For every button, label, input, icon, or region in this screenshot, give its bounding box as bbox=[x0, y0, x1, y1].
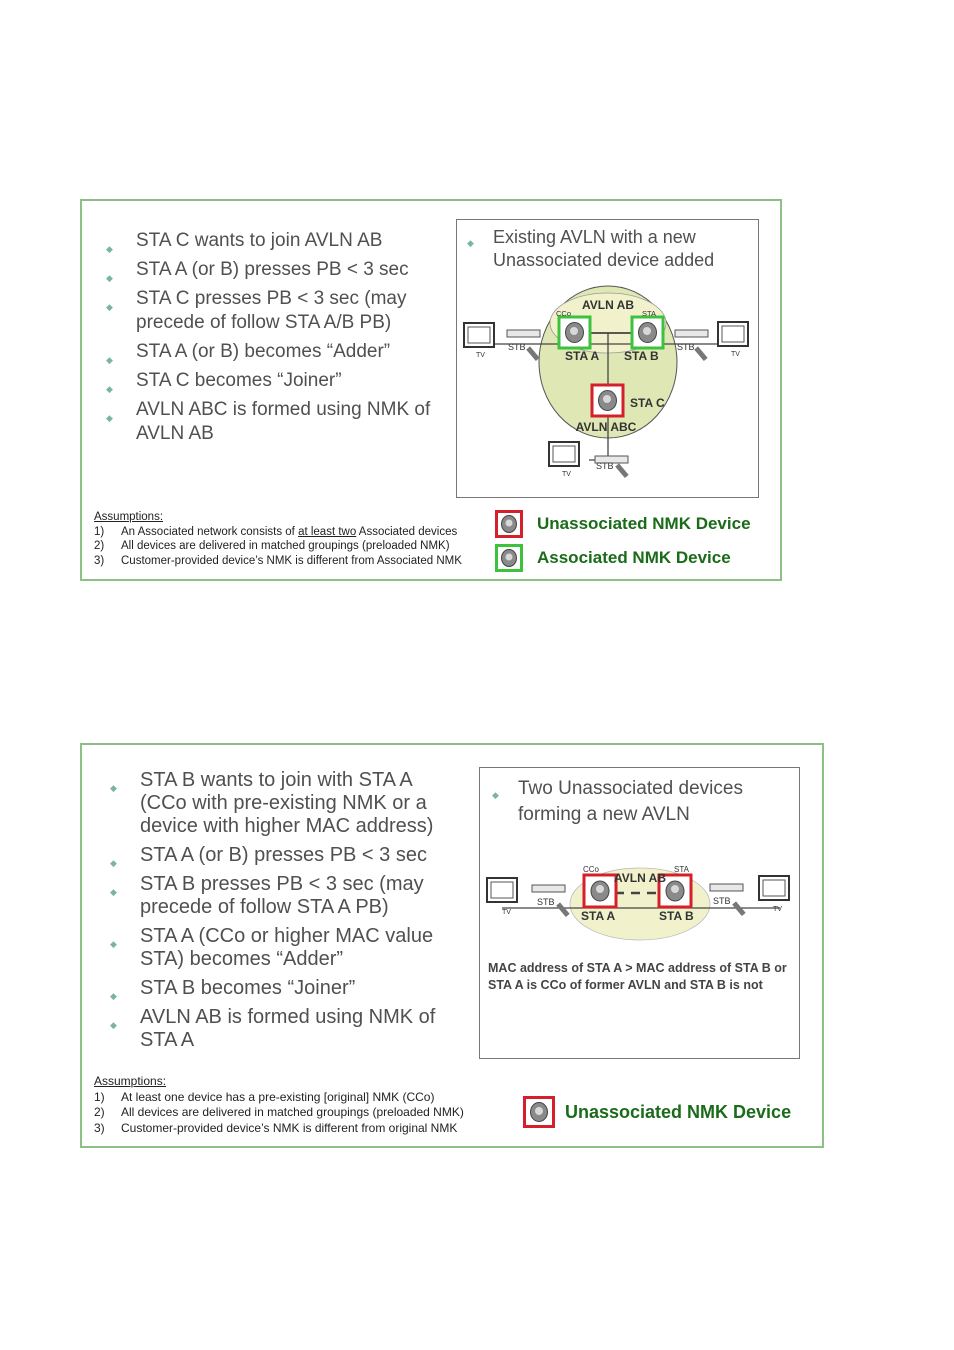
assumption-item: 3) Customer-provided device’s NMK is different from Associated NMK bbox=[94, 554, 462, 567]
assumption-item: 2) All devices are delivered in matched groupings (preloaded NMK) bbox=[94, 540, 450, 552]
avln-ab-label: AVLN AB bbox=[582, 298, 634, 312]
assumptions-heading: Assumptions: bbox=[94, 1074, 167, 1088]
network-diagram bbox=[480, 768, 799, 1058]
assumption-item: 3) Customer-provided device’s NMK is different from original NMK bbox=[94, 1120, 458, 1135]
bullet: ◆ STA B presses PB < 3 sec (may precede of follow STA A PB) bbox=[110, 873, 460, 919]
bullet: ◆ STA B wants to join with STA A (CCo with pre-existing NMK or a device with higher MAC address) bbox=[110, 769, 460, 838]
bullet: ◆ STA C becomes “Joiner” bbox=[106, 369, 446, 393]
remote-icon bbox=[615, 463, 628, 478]
stb-label: STB bbox=[596, 461, 614, 471]
remote-icon bbox=[556, 902, 569, 917]
associated-device-icon bbox=[495, 544, 523, 572]
bullet: ◆ STA B becomes “Joiner” bbox=[110, 977, 460, 1000]
slide2-bullet-list bbox=[110, 769, 460, 1058]
sta-b-device-icon bbox=[639, 323, 657, 343]
bullet: ◆ STA C presses PB < 3 sec (may precede of follow STA A/B PB) bbox=[106, 287, 446, 335]
stb-label: STB bbox=[713, 896, 731, 906]
bullet: ◆ STA C wants to join AVLN AB bbox=[106, 229, 446, 253]
slide1-bullet-list bbox=[106, 229, 446, 451]
avln-abc-label: AVLN ABC bbox=[575, 420, 637, 434]
mac-address-note: MAC address of STA A > MAC address of STA B or STA A is CCo of former AVLN and STA B is not bbox=[488, 961, 787, 992]
remote-icon bbox=[694, 346, 707, 361]
tv-icon bbox=[549, 442, 579, 466]
stb-icon bbox=[710, 884, 743, 891]
tv-icon bbox=[464, 323, 494, 347]
stb-label: STB bbox=[677, 342, 695, 352]
sta-label: STA bbox=[642, 309, 657, 318]
assumption-item: 2) All devices are delivered in matched groupings (preloaded NMK) bbox=[94, 1105, 464, 1119]
assumption-item: 1) An Associated network consists of at least two Associated devices bbox=[94, 525, 458, 538]
legend-unassociated bbox=[523, 1096, 791, 1128]
cco-label: CCo bbox=[583, 865, 600, 874]
slide-existing-avln bbox=[80, 199, 782, 581]
diagram-panel bbox=[456, 219, 759, 498]
bullet: ◆ STA A (or B) presses PB < 3 sec bbox=[110, 844, 460, 867]
legend-label: Unassociated NMK Device bbox=[537, 514, 751, 533]
sta-a-label: STA A bbox=[565, 349, 600, 363]
stb-label: STB bbox=[537, 897, 555, 907]
bullet: ◆ STA A (or B) presses PB < 3 sec bbox=[106, 258, 446, 282]
tv-icon bbox=[718, 322, 748, 346]
stb-icon bbox=[675, 330, 708, 337]
remote-icon bbox=[526, 346, 539, 361]
legend-unassociated bbox=[495, 510, 751, 538]
network-diagram bbox=[457, 220, 758, 497]
assumptions bbox=[94, 510, 494, 568]
sta-c-device-icon bbox=[599, 391, 617, 411]
assumptions bbox=[94, 1074, 514, 1136]
avln-ab-label: AVLN AB bbox=[614, 871, 666, 885]
stb-label: STB bbox=[508, 342, 526, 352]
sta-a-device-icon bbox=[566, 323, 584, 343]
bullet: ◆ STA A (or B) becomes “Adder” bbox=[106, 340, 446, 364]
assumptions-heading: Assumptions: bbox=[94, 511, 164, 523]
stb-icon bbox=[507, 330, 540, 337]
sta-a-label: STA A bbox=[581, 909, 616, 923]
slide-new-avln bbox=[80, 743, 824, 1148]
legend-label: Associated NMK Device bbox=[537, 548, 731, 567]
sta-b-label: STA B bbox=[659, 909, 694, 923]
diagram-panel bbox=[479, 767, 800, 1059]
sta-b-device-icon bbox=[666, 881, 684, 901]
panel-title: ◆ Existing AVLN with a new Unassociated device added bbox=[493, 226, 753, 272]
tv-label: TV bbox=[502, 909, 511, 916]
sta-b-label: STA B bbox=[624, 349, 659, 363]
unassociated-device-icon bbox=[523, 1096, 555, 1128]
tv-label: TV bbox=[476, 352, 485, 359]
sta-a-device-icon bbox=[591, 881, 609, 901]
bullet: ◆ AVLN AB is formed using NMK of STA A bbox=[110, 1006, 460, 1052]
legend-label: Unassociated NMK Device bbox=[565, 1101, 792, 1122]
tv-icon bbox=[487, 878, 517, 902]
cco-label: CCo bbox=[556, 309, 572, 318]
bullet: ◆ AVLN ABC is formed using NMK of AVLN AB bbox=[106, 398, 446, 446]
remote-icon bbox=[732, 901, 745, 916]
legend-associated bbox=[495, 544, 731, 572]
unassociated-device-icon bbox=[495, 510, 523, 538]
tv-label: TV bbox=[731, 351, 740, 358]
sta-c-label: STA C bbox=[630, 396, 665, 410]
tv-label: TV bbox=[773, 906, 782, 913]
sta-label: STA bbox=[674, 865, 689, 874]
assumption-item: 1) At least one device has a pre-existing [original] NMK (CCo) bbox=[94, 1089, 435, 1104]
tv-label: TV bbox=[562, 471, 571, 478]
stb-icon bbox=[532, 885, 565, 892]
tv-icon bbox=[759, 876, 789, 900]
panel-title: ◆ Two Unassociated devices forming a new AVLN bbox=[518, 776, 788, 828]
bullet: ◆ STA A (CCo or higher MAC value STA) becomes “Adder” bbox=[110, 925, 460, 971]
